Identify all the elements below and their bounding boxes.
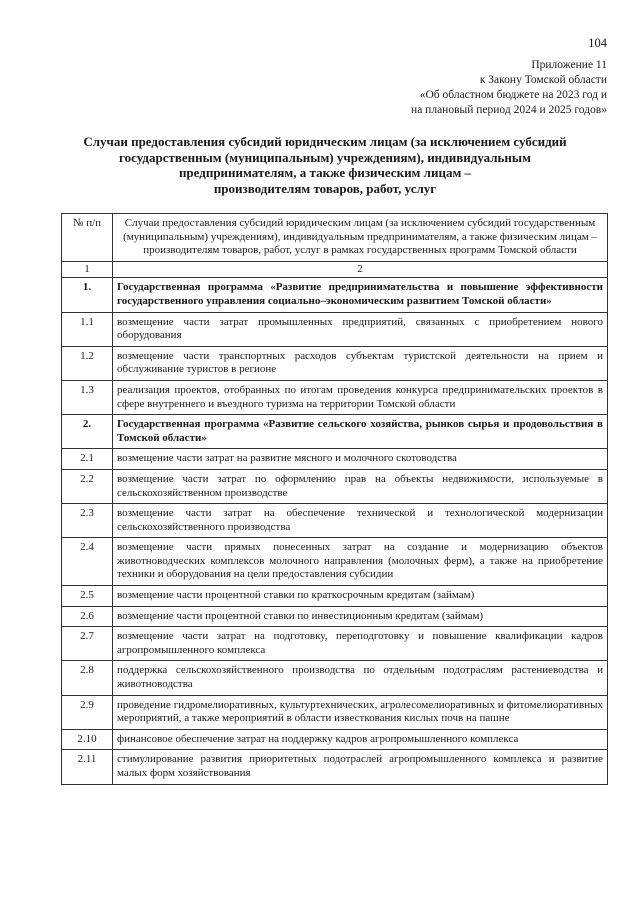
table-row [62,380,608,414]
row-text: возмещение части затрат на подготовку, переподготовку и повышение квалификации кадров агропромышленного комплекса [113,627,608,661]
row-text: возмещение части затрат на развитие мясного и молочного скотоводства [113,449,608,470]
title-line: производителям товаров, работ, услуг [213,180,437,196]
subsidy-cases-table [61,213,608,785]
row-text: поддержка сельскохозяйственного производства по отдельным подотраслям растениеводства и животноводства [113,661,608,695]
title-line: Случаи предоставления субсидий юридическим лицам (за исключением субсидий [83,134,567,149]
row-number: 2.4 [62,538,113,586]
table-row [62,661,608,695]
title-line: государственным (муниципальным) учреждениям), индивидуальным [119,149,531,165]
appendix-line: Приложение 11 [531,59,607,71]
row-number: 2.11 [62,750,113,784]
row-number: 2.10 [62,729,113,750]
header-description: Случаи предоставления субсидий юридическим лицам (за исключением субсидий государственным (муниципальным) учреждениям), индивидуальным предпринимателям, а также физическим лицам – производителям товаров, работ, услуг в рамках государственных программ Томской области [113,214,608,262]
row-text: реализация проектов, отобранных по итогам проведения конкурса предпринимательских проектов в сфере внутреннего и въездного туризма на территории Томской области [113,380,608,414]
row-text: возмещение части транспортных расходов субъектам туристской деятельности на прием и обслуживание туристов в регионе [113,346,608,380]
row-number: 2.8 [62,661,113,695]
table-row [62,695,608,729]
table-row [62,449,608,470]
title-line: предпринимателям, а также физическим лицам – [178,165,472,180]
header-number: № п/п [62,214,113,262]
row-number: 2.9 [62,695,113,729]
document-title [40,134,610,196]
column-index: 1 [62,261,113,278]
column-index: 2 [113,261,608,278]
table-row [62,729,608,750]
row-text: возмещение части затрат на обеспечение технической и технологической модернизации сельскохозяйственного производства [113,504,608,538]
appendix-line: на плановый период 2024 и 2025 годов» [411,104,607,116]
table-row [62,415,608,449]
row-number: 1. [62,278,113,312]
table-row [62,606,608,627]
row-number: 2.5 [62,586,113,607]
row-text: возмещение части процентной ставки по инвестиционным кредитам (займам) [113,606,608,627]
table-row [62,346,608,380]
page-number: 104 [588,36,607,50]
row-number: 2.7 [62,627,113,661]
row-number: 2. [62,415,113,449]
row-number: 2.3 [62,504,113,538]
table-row [62,538,608,586]
row-number: 1.2 [62,346,113,380]
appendix-line: к Закону Томской области [479,74,607,86]
table-row [62,504,608,538]
row-text: возмещение части затрат по оформлению прав на объекты недвижимости, используемые в сельскохозяйственном производстве [113,469,608,503]
row-text: финансовое обеспечение затрат на поддержку кадров агропромышленного комплекса [113,729,608,750]
row-number: 2.6 [62,606,113,627]
row-number: 1.3 [62,380,113,414]
row-text: проведение гидромелиоративных, культуртехнических, агролесомелиоративных и фитомелиоративных мероприятий, а также мероприятий в области известкования кислых почв на пашне [113,695,608,729]
table-row [62,278,608,312]
row-number: 1.1 [62,312,113,346]
row-number: 2.2 [62,469,113,503]
row-number: 2.1 [62,449,113,470]
table-row [62,469,608,503]
row-text: возмещение части прямых понесенных затрат на создание и модернизацию объектов животноводческих комплексов молочного направления (молочных ферм), а также на приобретение техники и оборудования на цели предоставления субсидии [113,538,608,586]
row-text: возмещение части процентной ставки по краткосрочным кредитам (займам) [113,586,608,607]
appendix-line: «Об областном бюджете на 2023 год и [419,89,607,101]
row-text: возмещение части затрат промышленных предприятий, связанных с приобретением нового оборудования [113,312,608,346]
table-row [62,750,608,784]
table-row [62,627,608,661]
table-row [62,586,608,607]
table-header-row [62,214,608,262]
column-index-row [62,261,608,278]
appendix-block [411,58,607,118]
table-row [62,312,608,346]
row-text: Государственная программа «Развитие предпринимательства и повышение эффективности государственного управления социально–экономическим развитием Томской области» [113,278,608,312]
row-text: Государственная программа «Развитие сельского хозяйства, рынков сырья и продовольствия в Томской области» [113,415,608,449]
row-text: стимулирование развития приоритетных подотраслей агропромышленного комплекса и развитие малых форм хозяйствования [113,750,608,784]
